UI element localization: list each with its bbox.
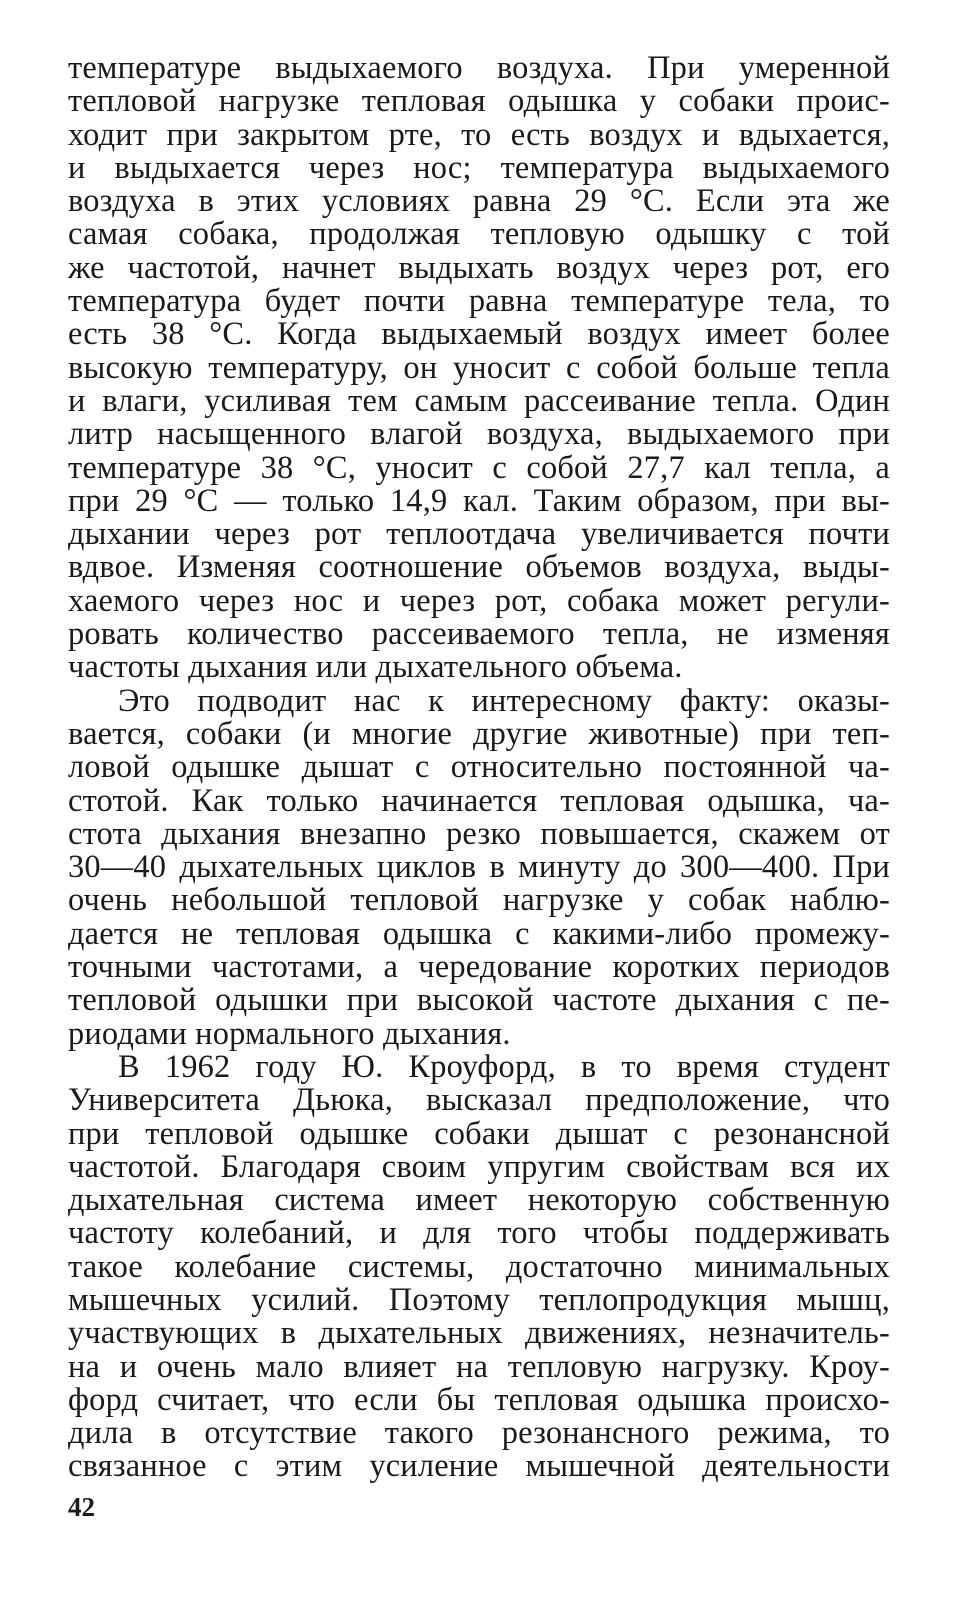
text-line: ловой одышке дышат с относительно постоянной ча- bbox=[68, 749, 890, 786]
paragraph-1 bbox=[68, 52, 890, 685]
text-line: частоту колебаний, и для того чтобы поддерживать bbox=[68, 1215, 890, 1252]
text-line: 30—40 дыхательных циклов в минуту до 300—400. При bbox=[68, 849, 890, 886]
text-line: вается, собаки (и многие другие животные) при теп- bbox=[68, 715, 890, 752]
text-line: литр насыщенного влагой воздуха, выдыхаемого при bbox=[68, 416, 890, 453]
text-line: есть 38 °С. Когда выдыхаемый воздух имеет более bbox=[68, 316, 890, 353]
text-line: температура будет почти равна температуре тела, то bbox=[68, 283, 890, 320]
text-line: очень небольшой тепловой нагрузке у собак наблю- bbox=[68, 882, 890, 919]
text-line: воздуха в этих условиях равна 29 °С. Если эта же bbox=[68, 183, 890, 220]
text-line: частотой. Благодаря своим упругим свойствам вся их bbox=[68, 1148, 890, 1185]
text-line: точными частотами, а чередование коротких периодов bbox=[68, 949, 890, 986]
text-line: температуре выдыхаемого воздуха. При умеренной bbox=[68, 50, 890, 86]
text-line: дила в отсутствие такого резонансного режима, то bbox=[68, 1415, 890, 1452]
text-line: при тепловой одышке собаки дышат с резонансной bbox=[68, 1115, 890, 1152]
text-line: хаемого через нос и через рот, собака может регули- bbox=[68, 582, 890, 619]
text-line: температуре 38 °С, уносит с собой 27,7 кал тепла, а bbox=[68, 449, 890, 486]
text-line: тепловой нагрузке тепловая одышка у собаки проис- bbox=[68, 83, 890, 120]
text-line: вдвое. Изменяя соотношение объемов воздуха, выды- bbox=[68, 549, 890, 586]
text-line: форд считает, что если бы тепловая одышка происхо- bbox=[68, 1381, 890, 1418]
text-line: тепловой одышки при высокой частоте дыхания с пе- bbox=[68, 982, 890, 1019]
text-line: такое колебание системы, достаточно минимальных bbox=[68, 1248, 890, 1285]
text-line: дыхании через рот теплоотдача увеличивается почти bbox=[68, 516, 890, 553]
text-line: при 29 °С — только 14,9 кал. Таким образом, при вы- bbox=[68, 482, 890, 519]
paragraph-2 bbox=[68, 682, 890, 1052]
text-line: стота дыхания внезапно резко повышается, скажем от bbox=[68, 815, 890, 852]
page-number: 42 bbox=[68, 1492, 95, 1522]
text-line: дается не тепловая одышка с какими-либо промежу- bbox=[68, 915, 890, 952]
text-line: дыхательная система имеет некоторую собственную bbox=[68, 1182, 890, 1219]
text-line: Университета Дьюка, высказал предположение, что bbox=[68, 1082, 890, 1119]
page-body bbox=[68, 52, 890, 1484]
text-line: участвующих в дыхательных движениях, незначитель- bbox=[68, 1315, 890, 1352]
text-line: самая собака, продолжая тепловую одышку с той bbox=[68, 216, 890, 253]
text-line: связанное с этим усиление мышечной деятельности bbox=[68, 1448, 890, 1485]
text-line: высокую температуру, он уносит с собой больше тепла bbox=[68, 349, 890, 386]
text-line: же частотой, начнет выдыхать воздух через рот, его bbox=[68, 249, 890, 286]
text-line: риодами нормального дыхания. bbox=[68, 1015, 511, 1052]
text-line: на и очень мало влияет на тепловую нагрузку. Кроу- bbox=[68, 1348, 890, 1385]
text-line: Это подводит нас к интересному факту: оказы- bbox=[118, 682, 890, 719]
text-line: ровать количество рассеиваемого тепла, не изменяя bbox=[68, 616, 890, 653]
text-line: и выдыхается через нос; температура выдыхаемого bbox=[68, 149, 890, 186]
text-line: ходит при закрытом рте, то есть воздух и вдыхается, bbox=[68, 116, 890, 153]
text-line: стотой. Как только начинается тепловая одышка, ча- bbox=[68, 782, 890, 819]
text-line: и влаги, усиливая тем самым рассеивание тепла. Один bbox=[68, 382, 890, 419]
paragraph-3 bbox=[68, 1048, 890, 1485]
text-line: мышечных усилий. Поэтому теплопродукция мышц, bbox=[68, 1281, 890, 1318]
text-line: В 1962 году Ю. Кроуфорд, в то время студент bbox=[118, 1048, 890, 1085]
text-line: частоты дыхания или дыхательного объема. bbox=[68, 649, 683, 686]
